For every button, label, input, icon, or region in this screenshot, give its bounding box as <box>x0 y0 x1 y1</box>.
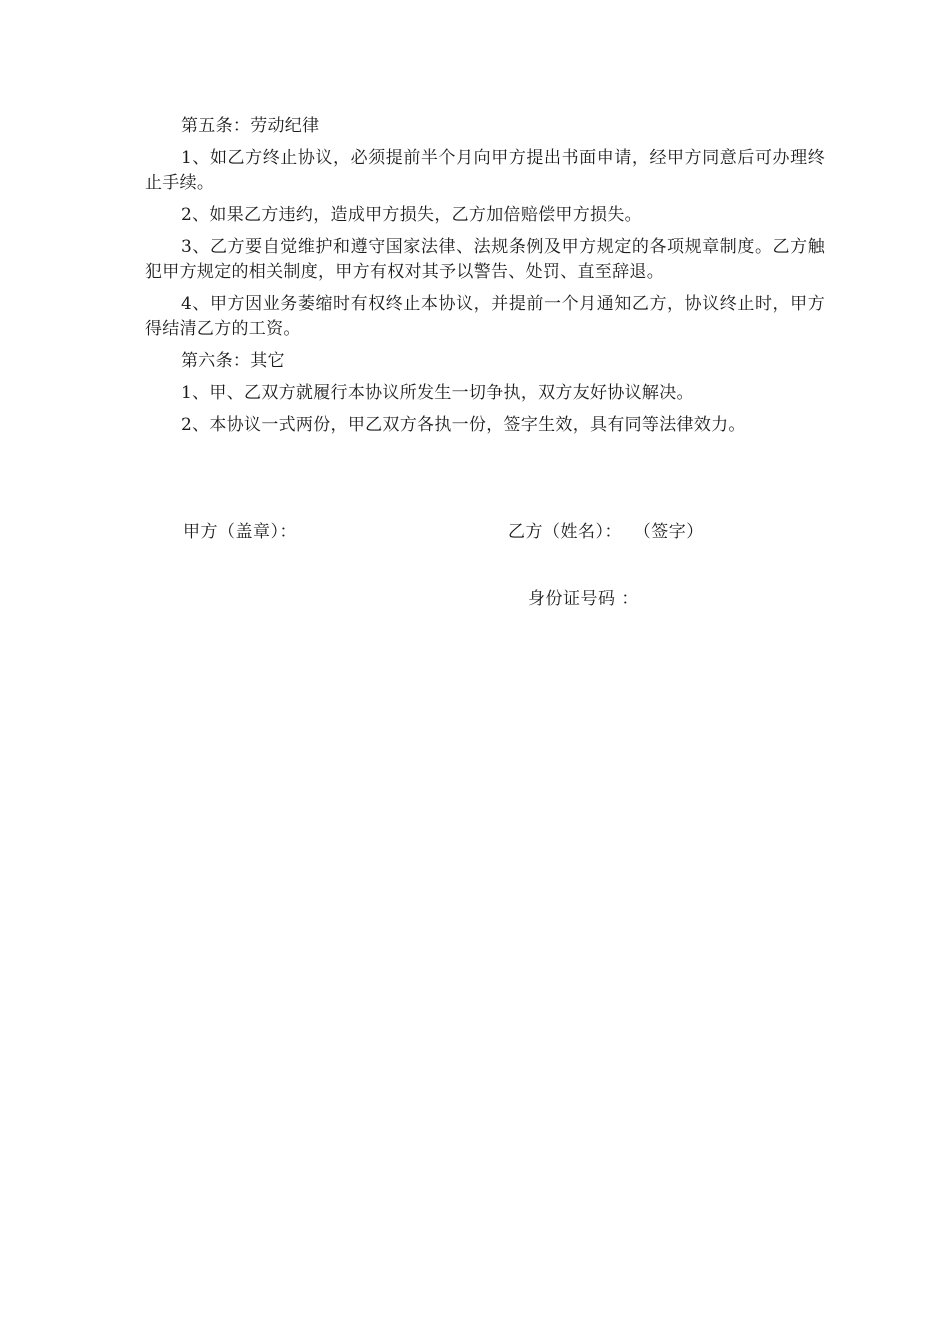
id-number-label: 身份证号码 ： <box>528 589 639 609</box>
article5-item-3: 3、乙方要自觉维护和遵守国家法律、法规条例及甲方规定的各项规章制度。乙方触犯甲方规定的相关制度，甲方有权对其予以警告、处罚、直至辞退。 <box>145 237 825 282</box>
party-b-signature-label: 乙方（姓名）： （签字） <box>508 522 704 542</box>
article6-heading: 第六条：其它 <box>181 351 285 371</box>
article6-item-1: 1、甲、乙双方就履行本协议所发生一切争执，双方友好协议解决。 <box>181 383 694 403</box>
article5-item-4: 4、甲方因业务萎缩时有权终止本协议，并提前一个月通知乙方，协议终止时，甲方得结清乙方的工资。 <box>145 294 825 339</box>
party-a-signature-label: 甲方（盖章）： <box>183 522 297 542</box>
article5-heading: 第五条：劳动纪律 <box>181 116 320 136</box>
article6-item-2: 2、本协议一式两份，甲乙双方各执一份，签字生效，具有同等法律效力。 <box>181 415 746 435</box>
article5-item-2: 2、如果乙方违约，造成甲方损失，乙方加倍赔偿甲方损失。 <box>181 205 642 225</box>
article5-item-1: 1、如乙方终止协议，必须提前半个月向甲方提出书面申请，经甲方同意后可办理终止手续。 <box>145 148 825 193</box>
agreement-body <box>145 114 825 445</box>
